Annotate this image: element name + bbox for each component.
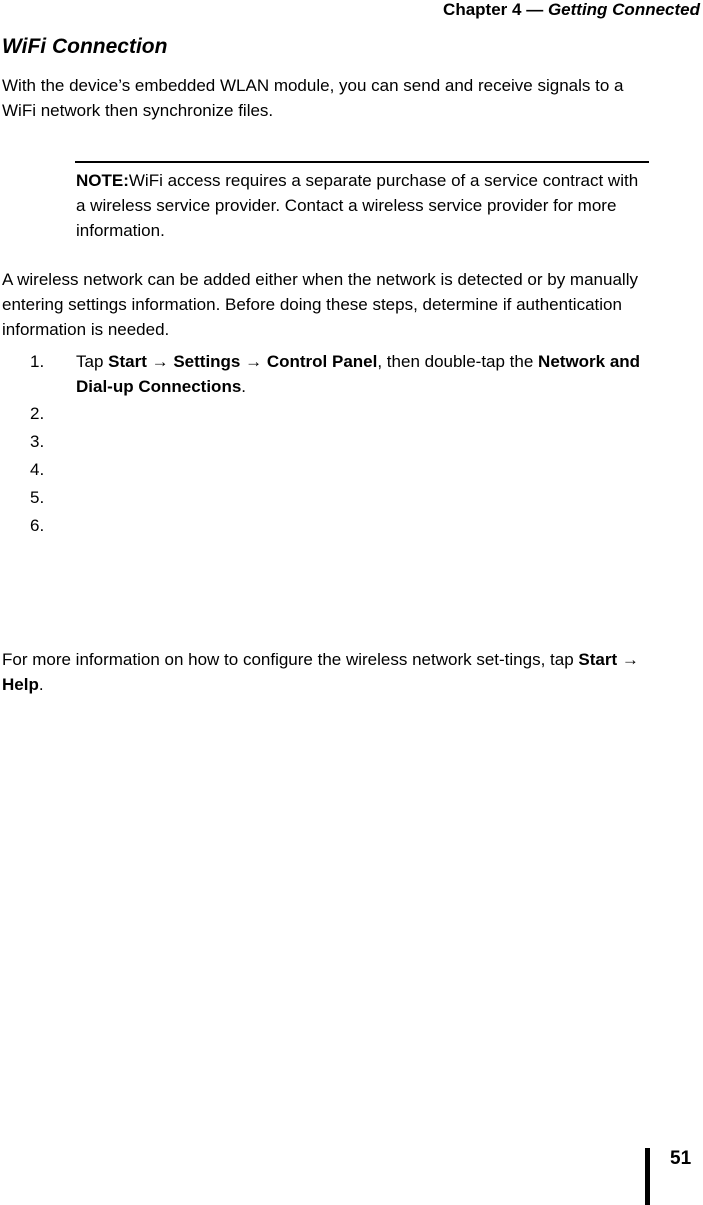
- page-number: 51: [670, 1148, 692, 1169]
- step-number: 1.: [30, 352, 45, 371]
- step-tap-text: Tap: [76, 352, 109, 371]
- body-paragraph: A wireless network can be added either when the network is detected or by manually entering settings information. Before doing these steps, determine if authentication information is needed.: [2, 270, 638, 339]
- header-separator: —: [526, 0, 544, 19]
- step-number: 5.: [30, 488, 45, 507]
- arrow-icon: →: [617, 650, 639, 669]
- intro-paragraph: With the device’s embedded WLAN module, you can send and receive signals to a WiFi network then synchronize files.: [2, 76, 624, 120]
- note-box: [76, 168, 648, 243]
- step-number: 4.: [30, 460, 45, 479]
- step-item: [0, 457, 703, 485]
- note-label: NOTE:: [76, 171, 129, 190]
- arrow-icon: →: [240, 352, 267, 371]
- step-item: [0, 485, 703, 513]
- step-item: [0, 513, 703, 541]
- step-text: [76, 457, 650, 482]
- header-chapter: Chapter 4: [443, 0, 522, 19]
- arrow-icon: →: [146, 352, 174, 371]
- running-header: [443, 0, 700, 20]
- menu-control-panel: Control Panel: [266, 352, 378, 371]
- step-item: [0, 349, 703, 401]
- closing-end: .: [38, 675, 44, 694]
- step-middle-text: , then double-tap the: [377, 352, 539, 371]
- step-list: [0, 349, 703, 541]
- step-text: [76, 349, 650, 399]
- menu-start: Start: [108, 352, 147, 371]
- step-number: 2.: [30, 404, 45, 423]
- note-text: WiFi access requires a separate purchase of a service contract with a wireless service provider. Contact a wireless service provider for more information.: [76, 171, 639, 240]
- header-section: Getting Connected: [547, 0, 700, 19]
- step-number: 6.: [30, 516, 45, 535]
- menu-help: Help: [2, 675, 39, 694]
- closing-paragraph: [2, 647, 652, 697]
- step-number: 3.: [30, 432, 45, 451]
- menu-settings: Settings: [173, 352, 241, 371]
- menu-network-connections: Network and Dial-up Connections: [76, 352, 641, 396]
- step-text: [76, 401, 650, 426]
- footer-bar: [645, 1148, 650, 1205]
- step-text: [76, 485, 650, 510]
- section-title: WiFi Connection: [2, 35, 168, 58]
- step-item: [0, 401, 703, 429]
- closing-text: For more information on how to configure the wireless network set-tings, tap: [2, 650, 579, 669]
- step-item: [0, 429, 703, 457]
- step-end-text: .: [241, 377, 247, 396]
- menu-start: Start: [578, 650, 618, 669]
- step-text: [76, 513, 650, 538]
- note-rule: [75, 161, 649, 163]
- step-text: [76, 429, 650, 454]
